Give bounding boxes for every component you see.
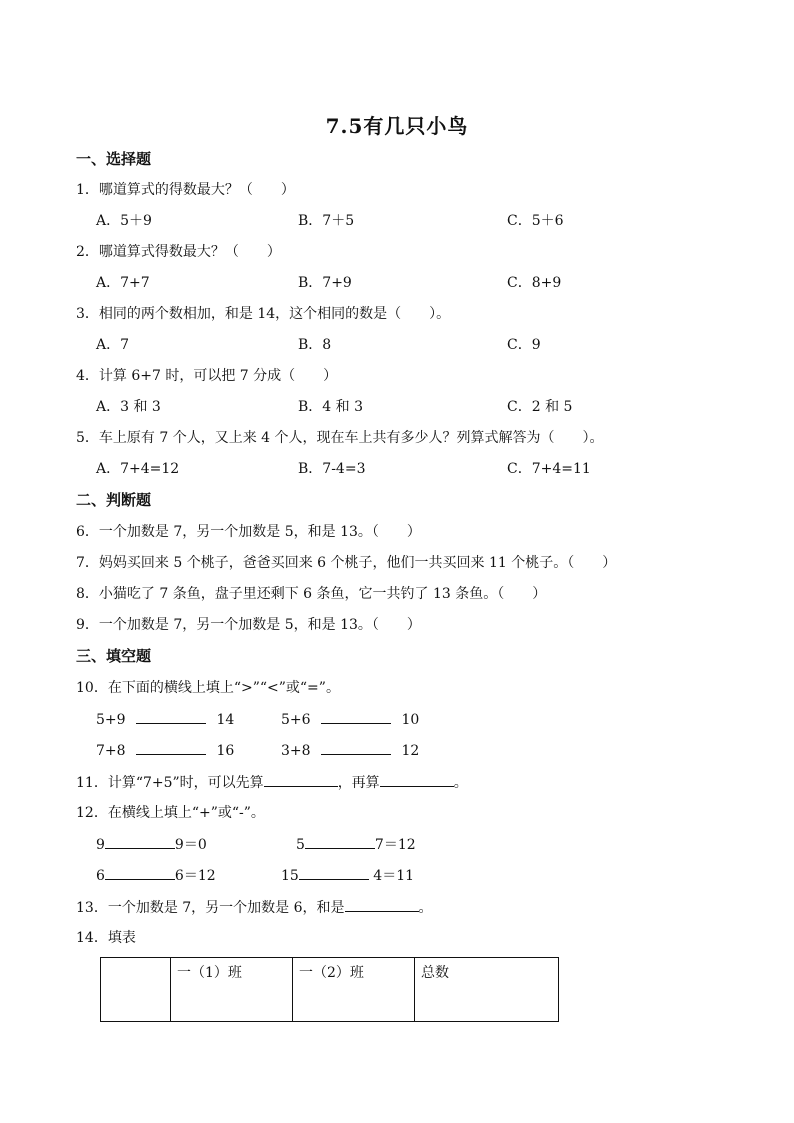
question-12-row2-left [96,865,216,886]
answer-blank[interactable] [264,772,338,787]
answer-blank[interactable] [380,772,454,787]
question-7-stem: 7．妈妈买回来 5 个桃子，爸爸买回来 6 个桃子，他们一共买回来 11 个桃子。（ ） [76,555,617,571]
expr-right: 14 [216,712,235,728]
expr-right: 6＝12 [174,868,216,884]
question-1-option-b: B．7＋5 [298,213,355,229]
question-1-option-c: C．5＋6 [507,213,564,229]
answer-blank[interactable] [321,740,391,755]
expr-left: 5+9 [96,712,126,728]
question-14-stem: 14．填表 [76,930,136,946]
question-5-option-c: C．7+4=11 [507,461,591,477]
expr-left: 6 [96,868,105,884]
answer-blank[interactable] [299,865,369,880]
question-12-row2-right [281,865,414,886]
question-1-option-a: A．5＋9 [96,213,152,229]
question-4-stem: 4．计算 6+7 时，可以把 7 分成（ ） [76,368,338,384]
expr-right: 9＝0 [174,837,207,853]
expr-right: 7＝12 [374,837,416,853]
answer-blank[interactable] [105,865,175,880]
question-9-stem: 9．一个加数是 7，另一个加数是 5，和是 13。（ ） [76,617,421,633]
answer-blank[interactable] [136,740,206,755]
q11-text-pre: 11．计算“7+5”时，可以先算 [76,775,264,791]
expr-right: 4＝11 [373,868,415,884]
fill-in-table [100,957,559,1022]
expr-left: 9 [96,837,105,853]
question-3-option-c: C．9 [507,337,541,353]
expr-left: 5 [296,837,305,853]
table-cell[interactable] [101,958,171,1022]
question-8-stem: 8．小猫吃了 7 条鱼，盘子里还剩下 6 条鱼，它一共钓了 13 条鱼。（ ） [76,586,547,602]
table-row [101,958,559,1022]
expr-left: 3+8 [281,743,311,759]
question-3-option-b: B．8 [298,337,332,353]
question-2-option-b: B．7+9 [298,275,352,291]
question-13-stem [76,897,433,918]
question-5-stem: 5．车上原有 7 个人，又上来 4 个人，现在车上共有多少人？列算式解答为（ ）。 [76,430,604,446]
question-2-option-c: C．8+9 [507,275,562,291]
question-3-option-a: A．7 [96,337,130,353]
section-heading-judge: 二、判断题 [76,491,152,509]
question-10-row1-right [281,709,419,730]
question-6-stem: 6．一个加数是 7，另一个加数是 5，和是 13。（ ） [76,524,421,540]
section-heading-fill: 三、填空题 [76,647,152,665]
table-cell: 一（2）班 [293,958,415,1022]
question-10-row2-right [281,740,419,761]
answer-blank[interactable] [305,834,375,849]
table-cell: 总数 [415,958,559,1022]
expr-right: 10 [401,712,420,728]
question-5-option-b: B．7-4=3 [298,461,366,477]
answer-blank[interactable] [105,834,175,849]
question-4-option-a: A．3 和 3 [96,399,161,415]
question-12-row1-left [96,834,207,855]
question-11-stem [76,772,468,793]
question-3-stem: 3．相同的两个数相加，和是 14，这个相同的数是（ ）。 [76,306,451,322]
question-10-row1-left [96,709,234,730]
q11-text-post: 。 [453,775,468,791]
question-1-stem: 1．哪道算式的得数最大？（ ） [76,182,295,198]
answer-blank[interactable] [321,709,391,724]
expr-right: 12 [401,743,420,759]
question-12-row1-right [296,834,416,855]
question-2-option-a: A．7+7 [96,275,150,291]
question-2-stem: 2．哪道算式得数最大？（ ） [76,244,281,260]
answer-blank[interactable] [136,709,206,724]
question-5-option-a: A．7+4=12 [96,461,180,477]
page-title: 7.5有几只小鸟 [325,114,469,138]
expr-left: 7+8 [96,743,126,759]
section-heading-choice: 一、选择题 [76,150,152,168]
question-12-stem: 12．在横线上填上“+”或“-”。 [76,805,265,821]
expr-left: 15 [281,868,299,884]
table-cell: 一（1）班 [171,958,293,1022]
expr-left: 5+6 [281,712,311,728]
q11-text-mid: ，再算 [337,775,380,791]
question-4-option-c: C．2 和 5 [507,399,573,415]
question-10-stem: 10．在下面的横线上填上“>”“<”或“=”。 [76,680,340,696]
answer-blank[interactable] [345,897,419,912]
q13-text-pre: 13．一个加数是 7，另一个加数是 6，和是 [76,900,345,916]
expr-right: 16 [216,743,235,759]
question-10-row2-left [96,740,234,761]
q13-text-post: 。 [418,900,433,916]
question-4-option-b: B．4 和 3 [298,399,364,415]
